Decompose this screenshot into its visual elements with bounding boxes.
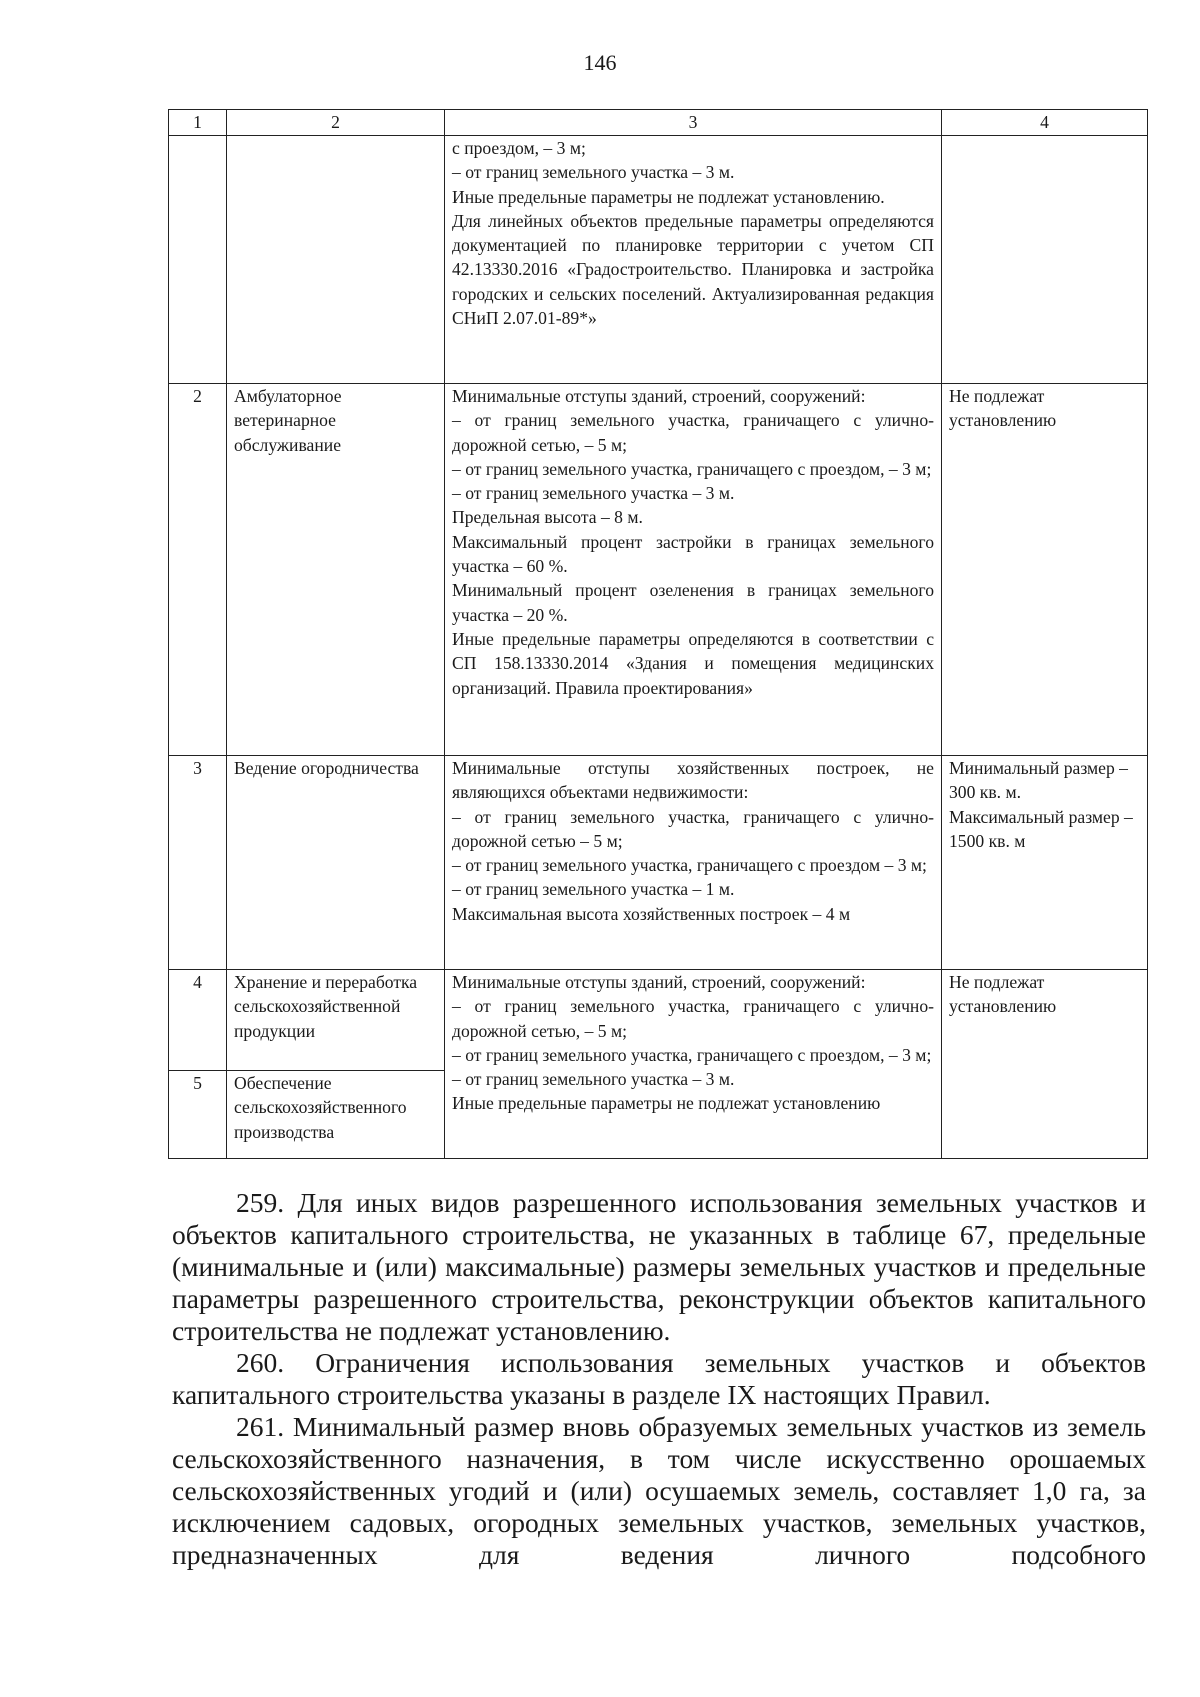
- use-type-name: Обеспечение сельскохозяйственного производства: [227, 1071, 445, 1159]
- parameters-cell: [445, 384, 942, 756]
- column-header: 1: [169, 110, 227, 136]
- page-number: 146: [583, 50, 617, 75]
- row-number: [169, 136, 227, 384]
- paragraph-259: 259. Для иных видов разрешенного использования земельных участков и объектов капитального строительства, не указанных в таблице 67, предельные (минимальные и (или) максимальные) размеры земельных участков и предельные параметры разрешенного строительства, реконструкции объектов капитального строительства не подлежат установлению.: [172, 1187, 1146, 1346]
- parameter-line: – от границ земельного участка – 3 м.: [452, 1069, 735, 1090]
- table-row: [169, 970, 1148, 1071]
- parameter-line: Иные предельные параметры не подлежат установлению: [452, 1093, 881, 1114]
- parameter-line: Для линейных объектов предельные параметры определяются документацией по планировке территории с учетом СП 42.13330.2016 «Градостроительство. Планировка и застройка городских и сельских поселений. Актуализированная редакция СНиП 2.07.01-89*»: [452, 210, 934, 329]
- use-type-name: [227, 136, 445, 384]
- parameter-line: – от границ земельного участка – 3 м.: [452, 162, 735, 183]
- row-number: 4: [169, 970, 227, 1071]
- regulations-table: [168, 109, 1148, 1159]
- parameter-line: – от границ земельного участка – 1 м.: [452, 879, 735, 900]
- size-limits-cell: Не подлежат установлению: [942, 970, 1148, 1159]
- parameter-line: – от границ земельного участка, граничащего с проездом, – 3 м;: [452, 1044, 932, 1065]
- row-number: 2: [169, 384, 227, 756]
- size-limits-cell: Не подлежат установлению: [942, 384, 1148, 756]
- parameter-line: Минимальные отступы хозяйственных построек, не являющихся объектами недвижимости:: [452, 758, 934, 803]
- parameter-line: Максимальная высота хозяйственных построек – 4 м: [452, 903, 851, 924]
- row-number: 3: [169, 756, 227, 970]
- row-number: 5: [169, 1071, 227, 1159]
- parameter-line: – от границ земельного участка, граничащего с улично-дорожной сетью, – 5 м;: [452, 996, 934, 1041]
- parameter-line: Иные предельные параметры не подлежат установлению.: [452, 186, 885, 207]
- parameters-cell: [445, 136, 942, 384]
- parameter-line: – от границ земельного участка, граничащего с улично-дорожной сетью – 5 м;: [452, 806, 934, 851]
- table-row: [169, 136, 1148, 384]
- paragraph-261: 261. Минимальный размер вновь образуемых земельных участков из земель сельскохозяйственного назначения, в том числе искусственно орошаемых сельскохозяйственных угодий и (или) осушаемых земель, составляет 1,0 га, за исключением садовых, огородных земельных участков, земельных участков, предназначенных для ведения личного подсобного: [172, 1411, 1146, 1570]
- parameter-line: Иные предельные параметры определяются в соответствии с СП 158.13330.2014 «Здания и помещения медицинских организаций. Правила проектирования»: [452, 628, 934, 698]
- body-text: [172, 1187, 1146, 1571]
- use-type-name: Амбулаторное ветеринарное обслуживание: [227, 384, 445, 756]
- parameter-line: – от границ земельного участка, граничащего с улично-дорожной сетью, – 5 м;: [452, 410, 934, 455]
- column-header: 2: [227, 110, 445, 136]
- parameter-line: Предельная высота – 8 м.: [452, 507, 643, 528]
- table-row: [169, 756, 1148, 970]
- table-row: [169, 384, 1148, 756]
- paragraph-260: 260. Ограничения использования земельных участков и объектов капитального строительства указаны в разделе IX настоящих Правил.: [172, 1347, 1146, 1410]
- column-header: 3: [445, 110, 942, 136]
- parameter-line: с проездом, – 3 м;: [452, 138, 586, 158]
- use-type-name: Хранение и переработка сельскохозяйственной продукции: [227, 970, 445, 1071]
- parameters-cell: [445, 756, 942, 970]
- parameter-line: – от границ земельного участка, граничащего с проездом – 3 м;: [452, 855, 927, 876]
- use-type-name: Ведение огородничества: [227, 756, 445, 970]
- parameter-line: Минимальный процент озеленения в границах земельного участка – 20 %.: [452, 580, 934, 625]
- parameter-line: Максимальный процент застройки в границах земельного участка – 60 %.: [452, 531, 934, 577]
- size-limits-cell: [942, 136, 1148, 384]
- parameter-line: – от границ земельного участка, граничащего с проездом, – 3 м;: [452, 458, 932, 479]
- parameter-line: Минимальные отступы зданий, строений, сооружений:: [452, 386, 866, 406]
- parameter-line: Минимальные отступы зданий, строений, сооружений:: [452, 972, 866, 992]
- parameters-cell: [445, 970, 942, 1159]
- size-limits-cell: Минимальный размер – 300 кв. м. Максимальный размер – 1500 кв. м: [942, 756, 1148, 970]
- parameter-line: – от границ земельного участка – 3 м.: [452, 483, 735, 504]
- column-header: 4: [942, 110, 1148, 136]
- table-header-row: [169, 110, 1148, 136]
